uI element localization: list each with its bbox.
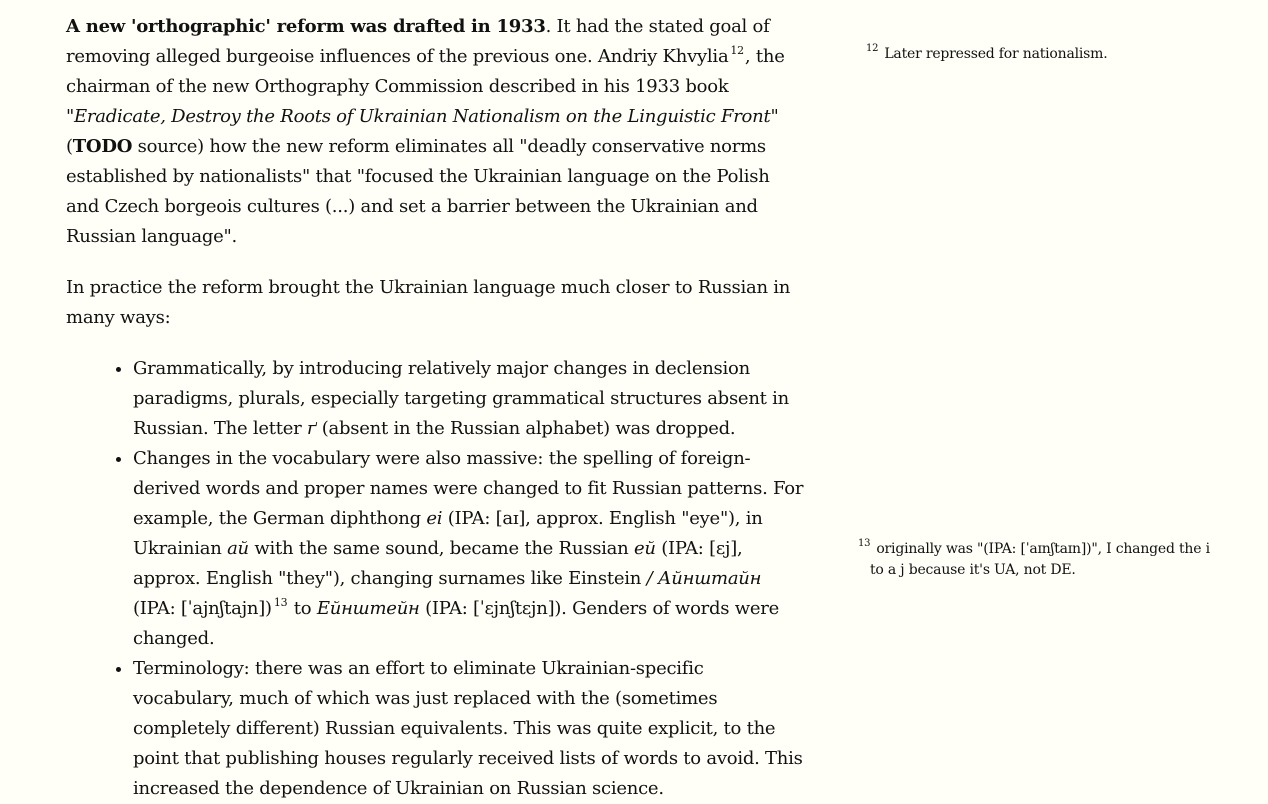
sidenote-13 — [858, 539, 1220, 581]
sidenote-text: originally was "(IPA: [ˈaɪnʃtaɪn])", I changed the i to a j because it's UA, not DE. — [870, 541, 1210, 578]
paragraph-text: ( — [66, 136, 73, 157]
book-title: "Eradicate, Destroy the Roots of Ukrainian Nationalism on the Linguistic Front" — [66, 106, 779, 127]
ukrainian-name: / Айнштайн — [646, 568, 762, 589]
list-item-grammar — [133, 354, 806, 444]
list-item-text: (IPA: [aɪ], approx. English "eye"), in Ukrainian — [133, 508, 763, 559]
sidenote-12 — [866, 44, 1226, 65]
sidenote-ref-12[interactable]: 12 — [730, 44, 744, 57]
list-item-text: Terminology: there was an effort to eliminate Ukrainian-specific vocabulary, much of which was just replaced with the (sometimes completely different) Russian equivalents. This was quite explicit, to the point that publishing houses regularly received lists of words to avoid. This increased the dependence of Ukrainian on Russian science. — [133, 658, 803, 799]
ukrainian-ai: ай — [227, 538, 249, 559]
todo-marker: TODO — [72, 136, 133, 157]
sidenote-number: 12 — [866, 43, 879, 54]
list-item-text: Changes in the vocabulary were also massive: the spelling of foreign-derived words and proper names were changed to fit Russian patterns. For example, the German diphthong — [133, 448, 804, 529]
paragraph-text: . It had the stated goal of removing alleged burgeoise influences of the previous one. Andriy Khvylia — [66, 16, 770, 67]
list-item-text: (IPA: [ˈajnʃtajn]) — [133, 598, 272, 619]
list-item-vocabulary — [133, 444, 806, 654]
main-content — [66, 12, 806, 804]
russian-name: Ейнштейн — [316, 598, 420, 619]
paragraph-practice — [66, 273, 806, 333]
list-item-text: (IPA: [ˈɛjnʃtɛjn]). Genders of words were changed. — [133, 598, 780, 649]
paragraph-reform-intro — [66, 12, 806, 252]
list-item-text: Grammatically, by introducing relatively major changes in declension paradigms, plurals, especially targeting grammatical structures absent in Russian. The letter — [133, 358, 789, 439]
list-item-text: (absent in the Russian alphabet) was dropped. — [316, 418, 736, 439]
changes-list — [66, 354, 806, 804]
paragraph-text: , the chairman of the new Orthography Commission described in his 1933 book — [66, 46, 785, 97]
list-item-text: to — [288, 598, 317, 619]
list-item-text: (IPA: [ɛj], approx. English "they"), changing surnames like Einstein — [133, 538, 743, 589]
letter-ghe: ґ — [306, 418, 317, 439]
reform-heading-phrase: A new 'orthographic' reform was drafted in 1933 — [66, 16, 546, 37]
sidenote-text: Later repressed for nationalism. — [884, 46, 1108, 62]
list-item-terminology — [133, 654, 806, 804]
sidenote-ref-13[interactable]: 13 — [273, 596, 288, 609]
list-item-text: with the same sound, became the Russian — [248, 538, 634, 559]
russian-ei: ей — [633, 538, 656, 559]
paragraph-text: source) how the new reform eliminates all "deadly conservative norms established by nationalists" that "focused the Ukrainian language on the Polish and Czech borgeois cultures (...) and set a barrier between the Ukrainian and Russian language". — [66, 136, 770, 247]
paragraph-text: In practice the reform brought the Ukrainian language much closer to Russian in many ways: — [66, 277, 791, 328]
diphthong-ei: ei — [426, 508, 443, 529]
sidenote-number: 13 — [858, 538, 871, 549]
